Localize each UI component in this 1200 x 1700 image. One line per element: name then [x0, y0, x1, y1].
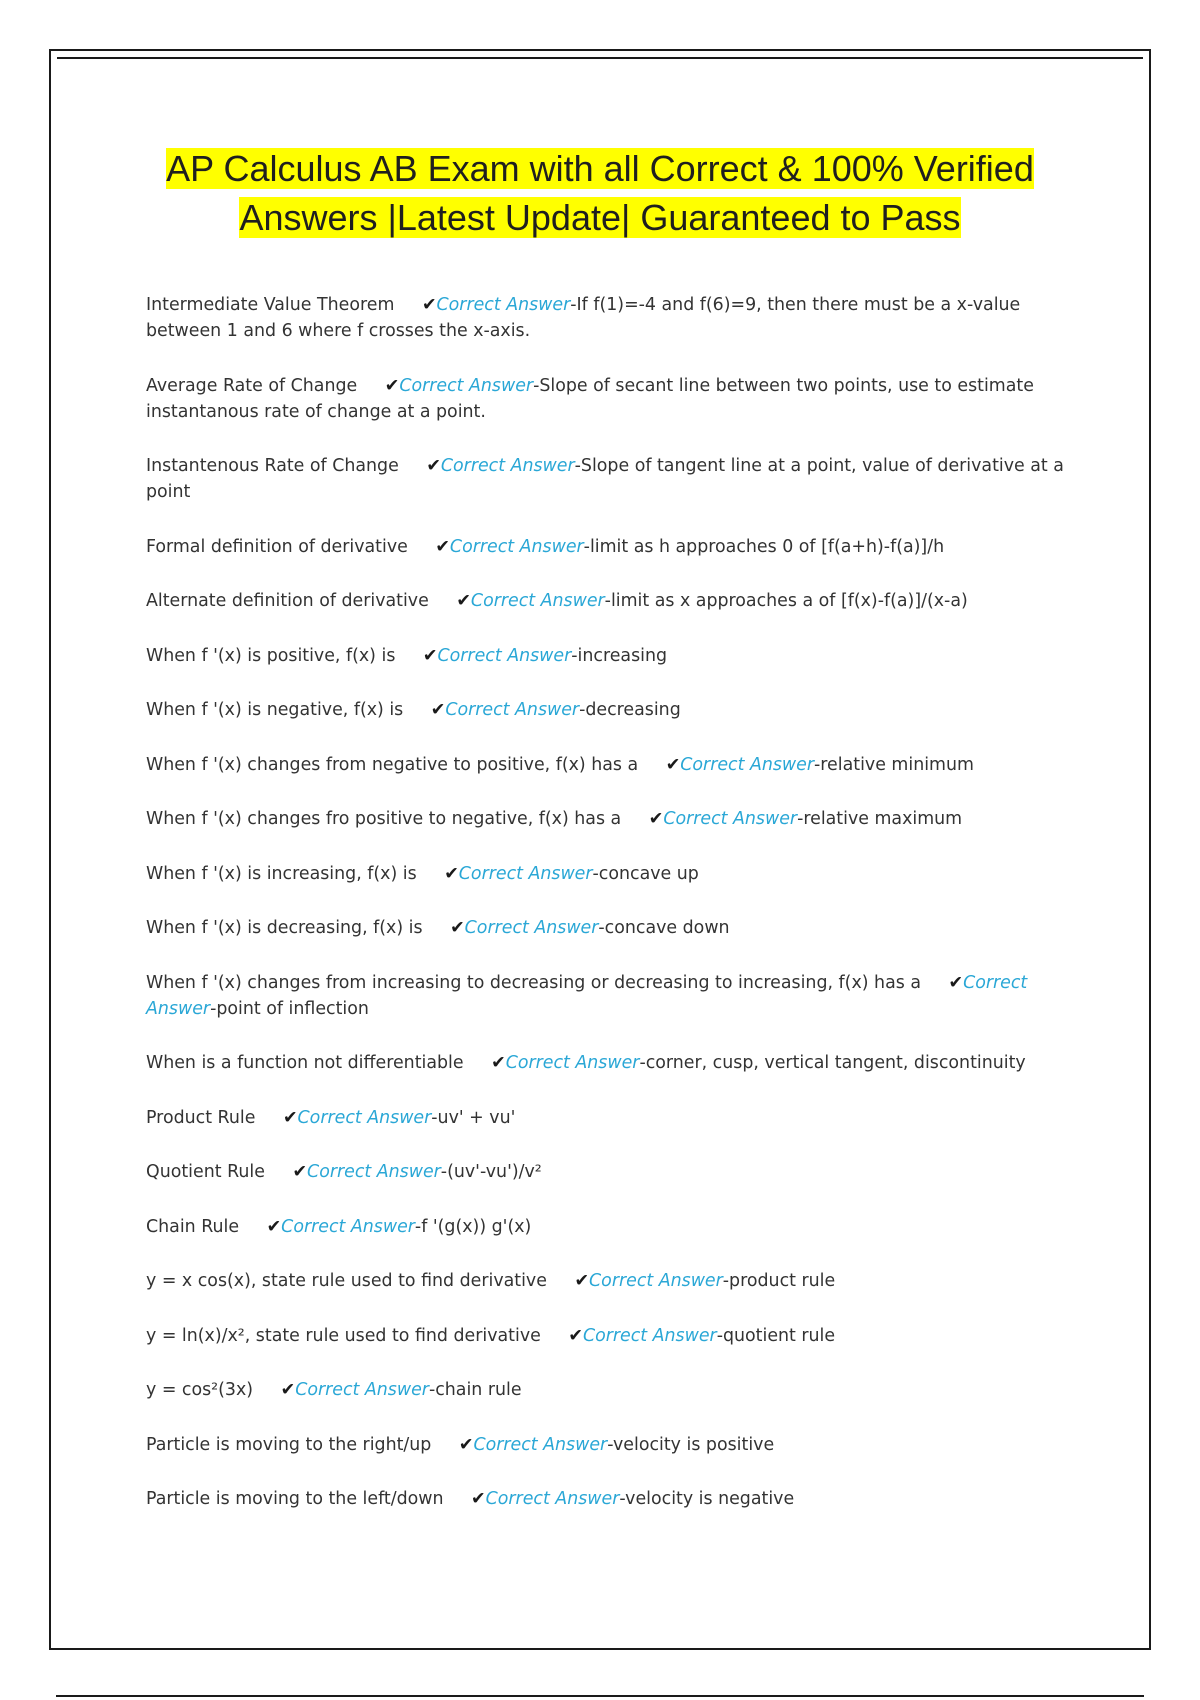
question-text: When f '(x) is positive, f(x) is [146, 645, 396, 666]
question-text: Particle is moving to the left/down [146, 1489, 444, 1509]
question-text: Intermediate Value Theorem [146, 295, 395, 315]
question-text: When f '(x) changes from negative to positive, f(x) has a [146, 754, 639, 775]
checkmark-icon: ✔ [421, 295, 437, 315]
question-text: When f '(x) is increasing, f(x) is [146, 863, 417, 884]
correct-answer-label: Correct Answer [663, 809, 798, 829]
question-text: y = ln(x)/x², state rule used to find derivative [146, 1325, 541, 1346]
correct-answer-label: Correct Answer [464, 918, 599, 938]
correct-answer-label: Correct Answer [146, 972, 1028, 1019]
correct-answer-label: Correct Answer [589, 1271, 723, 1291]
correct-answer-label: Correct Answer [470, 591, 605, 611]
list-item [146, 861, 1066, 887]
checkmark-icon: ✔ [568, 1325, 583, 1346]
question-text: When f '(x) is negative, f(x) is [146, 700, 404, 720]
answer-text: -chain rule [428, 1380, 522, 1400]
list-item [146, 1377, 1066, 1403]
page-title [100, 144, 1100, 242]
checkmark-icon: ✔ [266, 1216, 282, 1237]
checkmark-icon: ✔ [422, 645, 438, 666]
answer-text: -corner, cusp, vertical tangent, discontinuity [639, 1053, 1026, 1073]
list-item [146, 697, 1066, 723]
list-item [146, 643, 1066, 669]
question-text: Particle is moving to the right/up [146, 1434, 432, 1455]
checkmark-icon: ✔ [450, 918, 465, 938]
list-item [146, 915, 1066, 941]
correct-answer-label: Correct Answer [449, 536, 584, 557]
answer-text: -Slope of tangent line at a point, value of derivative at a point [146, 456, 1064, 502]
correct-answer-label: Correct Answer [436, 295, 571, 315]
correct-answer-label: Correct Answer [307, 1162, 441, 1182]
question-text: Average Rate of Change [146, 375, 358, 396]
question-text: y = cos²(3x) [146, 1380, 254, 1400]
correct-answer-label: Correct Answer [437, 645, 572, 666]
title-line-1: AP Calculus AB Exam with all Correct & 100% Verified [166, 148, 1034, 189]
correct-answer-label: Correct Answer [445, 700, 580, 720]
checkmark-icon: ✔ [292, 1162, 308, 1182]
checkmark-icon: ✔ [444, 863, 459, 884]
list-item [146, 588, 1066, 614]
title-line-2: Answers |Latest Update| Guaranteed to Pass [239, 197, 961, 238]
correct-answer-label: Correct Answer [680, 754, 815, 775]
top-rule [57, 57, 1143, 59]
question-text: When f '(x) changes from increasing to decreasing or decreasing to increasing, f(x) has a [146, 972, 921, 993]
checkmark-icon: ✔ [426, 456, 441, 476]
question-text: When is a function not differentiable [146, 1053, 464, 1073]
correct-answer-label: Correct Answer [582, 1325, 717, 1346]
answer-text: -f '(g(x)) g'(x) [414, 1216, 532, 1237]
list-item [146, 1486, 1066, 1512]
checkmark-icon: ✔ [491, 1053, 506, 1073]
correct-answer-label: Correct Answer [505, 1053, 640, 1073]
answer-text: -product rule [722, 1271, 836, 1291]
correct-answer-label: Correct Answer [295, 1380, 429, 1400]
checkmark-icon: ✔ [471, 1489, 486, 1509]
question-text: Formal definition of derivative [146, 536, 408, 557]
qa-list [146, 292, 1066, 1541]
list-item [146, 1159, 1066, 1185]
answer-text: -relative maximum [797, 809, 963, 829]
answer-text: -relative minimum [814, 754, 974, 775]
answer-text: -concave up [592, 863, 699, 884]
answer-text: -velocity is negative [619, 1489, 795, 1509]
correct-answer-label: Correct Answer [281, 1216, 415, 1237]
answer-text: -increasing [571, 645, 668, 666]
question-text: Instantenous Rate of Change [146, 456, 399, 476]
checkmark-icon: ✔ [280, 1380, 296, 1400]
list-item [146, 970, 1066, 1022]
correct-answer-label: Correct Answer [458, 863, 593, 884]
checkmark-icon: ✔ [282, 1107, 298, 1128]
question-text: Alternate definition of derivative [146, 591, 429, 611]
correct-answer-label: Correct Answer [297, 1107, 432, 1128]
list-item [146, 534, 1066, 560]
checkmark-icon: ✔ [435, 536, 450, 557]
answer-text: -uv' + vu' [431, 1107, 516, 1128]
question-text: Quotient Rule [146, 1162, 265, 1182]
checkmark-icon: ✔ [948, 972, 964, 993]
list-item [146, 1268, 1066, 1294]
answer-text: -limit as h approaches 0 of [f(a+h)-f(a)]/h [583, 536, 945, 557]
checkmark-icon: ✔ [574, 1271, 590, 1291]
footer-rule [56, 1695, 1144, 1697]
checkmark-icon: ✔ [458, 1434, 474, 1455]
list-item [146, 1105, 1066, 1131]
answer-text: -(uv'-vu')/v² [440, 1162, 542, 1182]
list-item [146, 806, 1066, 832]
answer-text: -limit as x approaches a of [f(x)-f(a)]/(x-a) [604, 591, 968, 611]
list-item [146, 752, 1066, 778]
question-text: When f '(x) is decreasing, f(x) is [146, 918, 423, 938]
list-item [146, 453, 1066, 505]
checkmark-icon: ✔ [648, 809, 664, 829]
answer-text: -concave down [598, 918, 730, 938]
checkmark-icon: ✔ [430, 700, 446, 720]
answer-text: -Slope of secant line between two points, use to estimate instantanous rate of change at a point. [146, 375, 1034, 422]
checkmark-icon: ✔ [384, 375, 400, 396]
question-text: Product Rule [146, 1107, 256, 1128]
list-item [146, 1050, 1066, 1076]
correct-answer-label: Correct Answer [440, 456, 575, 476]
question-text: y = x cos(x), state rule used to find derivative [146, 1271, 547, 1291]
question-text: When f '(x) changes fro positive to negative, f(x) has a [146, 809, 622, 829]
answer-text: -If f(1)=-4 and f(6)=9, then there must be a x-value between 1 and 6 where f crosses the x-axis. [146, 295, 1021, 341]
answer-text: -velocity is positive [607, 1434, 775, 1455]
answer-text: -point of inflection [210, 998, 369, 1019]
checkmark-icon: ✔ [665, 754, 681, 775]
list-item [146, 1432, 1066, 1458]
question-text: Chain Rule [146, 1216, 240, 1237]
list-item [146, 373, 1066, 425]
answer-text: -quotient rule [716, 1325, 836, 1346]
list-item [146, 1214, 1066, 1240]
list-item [146, 292, 1066, 344]
correct-answer-label: Correct Answer [485, 1489, 620, 1509]
correct-answer-label: Correct Answer [473, 1434, 608, 1455]
correct-answer-label: Correct Answer [399, 375, 534, 396]
checkmark-icon: ✔ [456, 591, 471, 611]
answer-text: -decreasing [579, 700, 681, 720]
list-item [146, 1323, 1066, 1349]
